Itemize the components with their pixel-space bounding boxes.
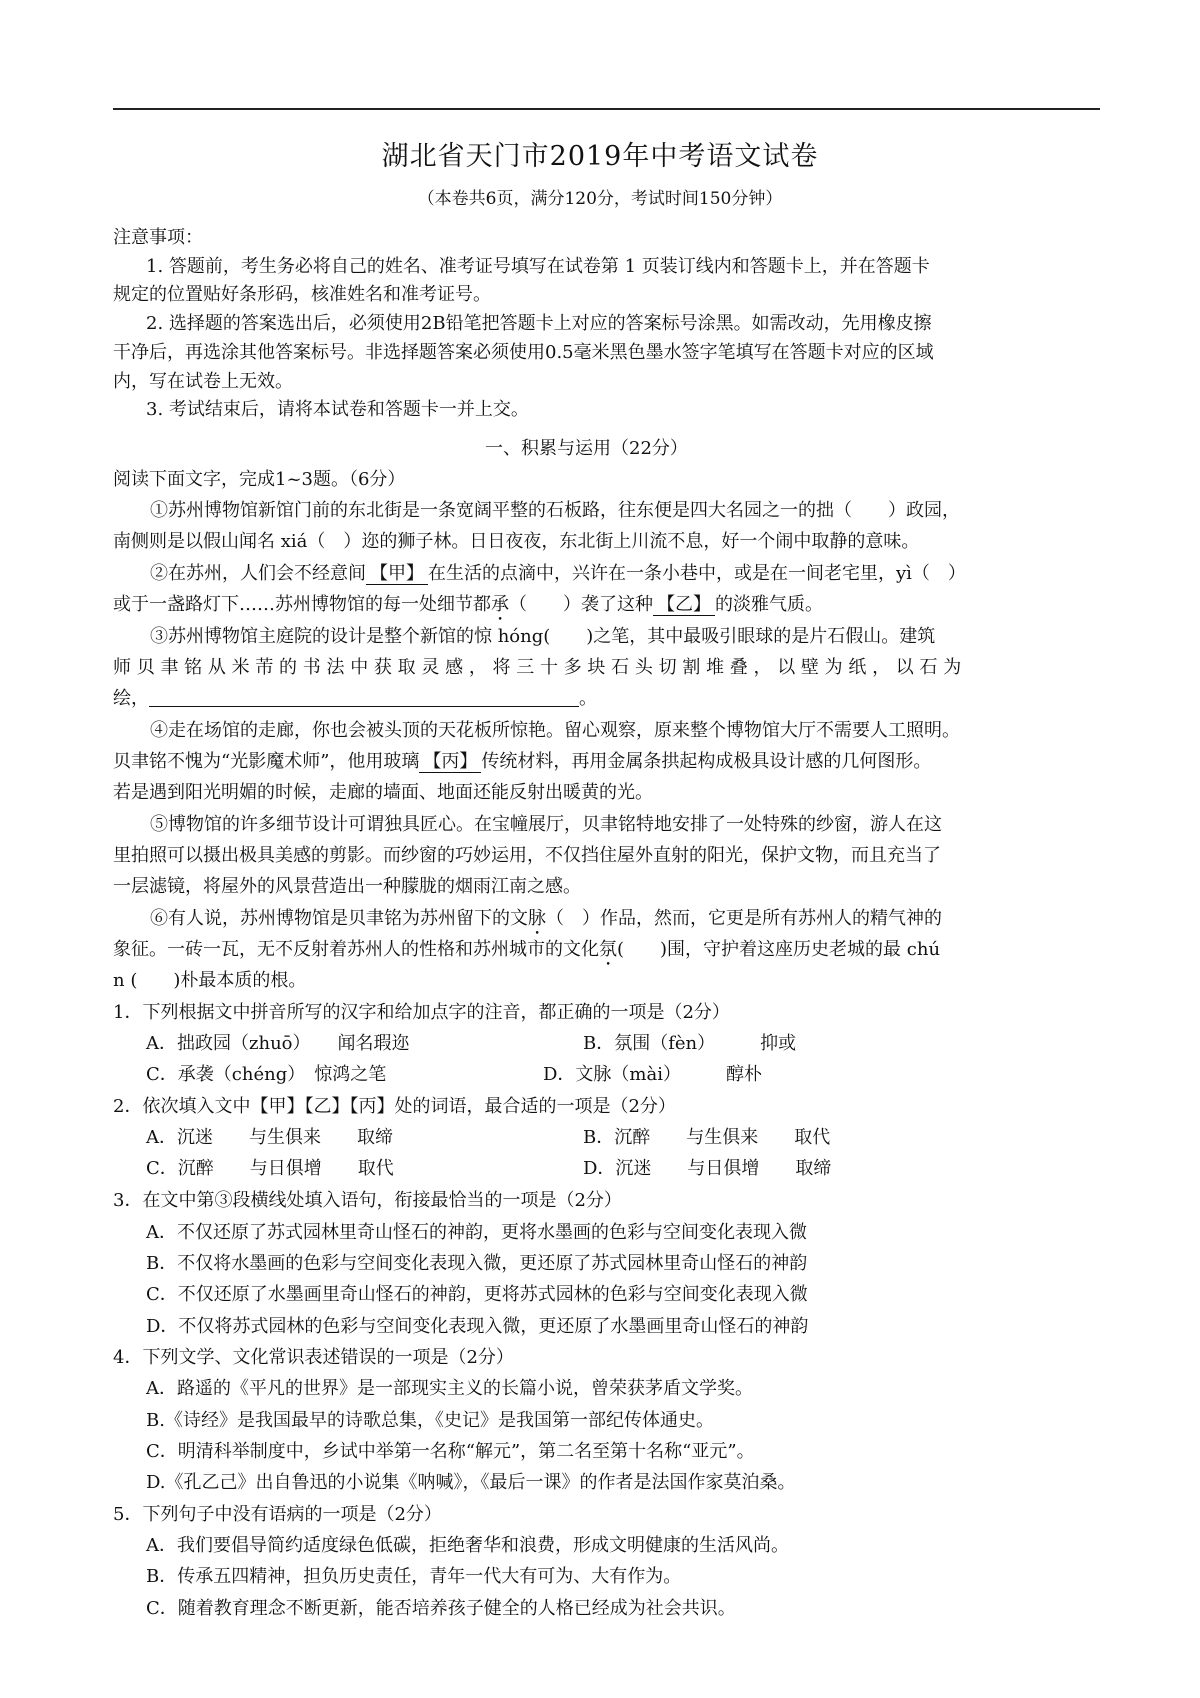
passage-p4-cont2: 若是遇到阳光明媚的时候，走廊的墙面、地面还能反射出暖黄的光。	[113, 782, 653, 803]
p6a-text-1: ⑥有人说，苏州博物馆是贝聿铭为苏州留下的文	[150, 908, 528, 929]
q5-option-a: A．我们要倡导简约适度绿色低碳，拒绝奢华和浪费，形成文明健康的生活风尚。	[146, 1535, 789, 1556]
note-1: 1. 答题前，考生务必将自己的姓名、准考证号填写在试卷第 1 页装订线内和答题卡上，并在答题卡	[146, 256, 930, 277]
passage-p3-cont: 师 贝 聿 铭 从 米 芾 的 书 法 中 获 取 灵 感 ， 将 三 十 多 块 石 头 切 割 堆 叠 ， 以 壁 为 纸 ， 以 石 为	[113, 657, 962, 678]
p2b-text-2: （ ）袭了这种	[509, 594, 653, 615]
q4-option-c: C．明清科举制度中，乡试中举第一名称“解元”，第二名至第十名称“亚元”。	[146, 1441, 755, 1462]
q1-option-a: A．拙政园（zhuō） 闻名瑕迩	[146, 1033, 410, 1054]
passage-p6-cont	[113, 938, 940, 970]
passage-p5: ⑤博物馆的许多细节设计可谓独具匠心。在宝幢展厅，贝聿铭特地安排了一处特殊的纱窗，游人在这	[150, 814, 942, 835]
exam-subtitle: （本卷共6页，满分120分，考试时间150分钟）	[417, 189, 783, 209]
q2-option-b: B．沉醉 与生俱来 取代	[583, 1127, 831, 1148]
passage-p5-cont2: 一层滤镜，将屋外的风景营造出一种朦胧的烟雨江南之感。	[113, 876, 581, 897]
header-rule	[113, 108, 1100, 110]
notes-heading: 注意事项：	[113, 227, 203, 248]
note-1-cont: 规定的位置贴好条形码，核准姓名和准考证号。	[113, 284, 491, 305]
p2b-text-3: 的淡雅气质。	[715, 594, 823, 615]
question-2: 2．依次填入文中【甲】【乙】【丙】处的词语，最合适的一项是（2分）	[113, 1096, 676, 1117]
exam-title: 湖北省天门市2019年中考语文试卷	[381, 141, 819, 172]
q3-option-a: A．不仅还原了苏式园林里奇山怪石的神韵，更将水墨画的色彩与空间变化表现入微	[146, 1222, 807, 1243]
p4b-text-1: 贝聿铭不愧为“光影魔术师”，他用玻璃	[113, 751, 420, 772]
p4b-text-2: 传统材料，再用金属条拱起构成极具设计感的几何图形。	[481, 751, 932, 772]
question-3: 3．在文中第③段横线处填入语句，衔接最恰当的一项是（2分）	[113, 1190, 622, 1211]
dotted-char-mai: 脉	[528, 908, 546, 929]
q1-option-c: C．承袭（chéng） 惊鸿之笔	[146, 1064, 387, 1085]
q1-option-b: B．氛围（fèn） 抑或	[583, 1033, 797, 1054]
p2-text-2: 在生活的点滴中，兴许在一条小巷中，或是在一间老宅里，yì（ ）	[428, 563, 966, 584]
passage-p6	[150, 907, 942, 939]
note-2-cont: 干净后，再选涂其他答案标号。非选择题答案必须使用0.5毫米黑色墨水签字笔填写在答题卡对应的区域	[113, 342, 934, 363]
q4-option-b: B.《诗经》是我国最早的诗歌总集，《史记》是我国第一部纪传体通史。	[146, 1410, 714, 1431]
note-2: 2. 选择题的答案选出后，必须使用2B铅笔把答题卡上对应的答案标号涂黑。如需改动，先用橡皮擦	[146, 313, 932, 334]
section-heading: 一、积累与运用（22分）	[485, 438, 688, 459]
note-2-cont2: 内，写在试卷上无效。	[113, 371, 293, 392]
p6b-text-2: ( )围，守护着这座历史老城的最 chú	[617, 939, 941, 960]
passage-p3-cont2	[113, 687, 597, 711]
passage-p3: ③苏州博物馆主庭院的设计是整个新馆的惊 hóng( )之笔，其中最吸引眼球的是片石假山。建筑	[150, 626, 936, 647]
blank-yi: 【乙】	[653, 594, 715, 616]
q3-option-c: C．不仅还原了水墨画里奇山怪石的神韵，更将苏式园林的色彩与空间变化表现入微	[146, 1284, 808, 1305]
blank-jia: 【甲】	[366, 563, 428, 585]
p2b-text-1: 或于一盏路灯下……苏州博物馆的每一处细节都	[113, 594, 491, 615]
p3c-text-1: 绘，	[113, 688, 149, 709]
q1-option-d: D．文脉（mài） 醇朴	[543, 1064, 762, 1085]
dotted-char-cheng: 承	[491, 594, 509, 615]
passage-p2	[150, 562, 966, 586]
passage-p5-cont: 里拍照可以摄出极具美感的剪影。而纱窗的巧妙运用，不仅挡住屋外直射的阳光，保护文物，而且充当了	[113, 845, 941, 866]
dotted-char-fen: 氛	[599, 939, 617, 960]
q5-option-b: B．传承五四精神，担负历史责任，青年一代大有可为、大有作为。	[146, 1566, 682, 1587]
p6b-text-1: 象征。一砖一瓦，无不反射着苏州人的性格和苏州城市的文化	[113, 939, 599, 960]
q2-option-d: D．沉迷 与日俱增 取缔	[583, 1158, 832, 1179]
q5-option-c: C．随着教育理念不断更新，能否培养孩子健全的人格已经成为社会共识。	[146, 1598, 736, 1619]
p2-text-1: ②在苏州，人们会不经意间	[150, 563, 366, 584]
q3-option-d: D．不仅将苏式园林的色彩与空间变化表现入微，更还原了水墨画里奇山怪石的神韵	[146, 1316, 809, 1337]
note-3: 3. 考试结束后，请将本试卷和答题卡一并上交。	[146, 399, 529, 420]
p6a-text-2: （ ）作品，然而，它更是所有苏州人的精气神的	[546, 908, 942, 929]
passage-p6-cont2: n ( )朴最本质的根。	[113, 970, 307, 991]
reading-intro: 阅读下面文字，完成1~3题。（6分）	[113, 469, 406, 490]
q4-option-a: A．路遥的《平凡的世界》是一部现实主义的长篇小说，曾荣获茅盾文学奖。	[146, 1378, 753, 1399]
fill-in-blank-line	[149, 688, 579, 707]
passage-p4-cont	[113, 750, 931, 774]
p3c-text-2: 。	[579, 688, 597, 709]
question-5: 5．下列句子中没有语病的一项是（2分）	[113, 1504, 442, 1525]
passage-p1: ①苏州博物馆新馆门前的东北街是一条宽阔平整的石板路，往东便是四大名园之一的拙（ ）政园，	[150, 500, 960, 521]
q2-option-c: C．沉醉 与日俱增 取代	[146, 1158, 394, 1179]
passage-p2-cont	[113, 593, 823, 625]
passage-p1-cont: 南侧则是以假山闻名 xiá（ ）迩的狮子林。日日夜夜，东北街上川流不息，好一个闹中取静的意味。	[113, 531, 920, 552]
question-1: 1．下列根据文中拼音所写的汉字和给加点字的注音，都正确的一项是（2分）	[113, 1002, 730, 1023]
blank-bing: 【丙】	[419, 751, 481, 773]
q4-option-d: D.《孔乙己》出自鲁迅的小说集《呐喊》，《最后一课》的作者是法国作家莫泊桑。	[146, 1472, 796, 1493]
question-4: 4．下列文学、文化常识表述错误的一项是（2分）	[113, 1347, 514, 1368]
passage-p4: ④走在场馆的走廊，你也会被头顶的天花板所惊艳。留心观察，原来整个博物馆大厅不需要人工照明。	[150, 720, 960, 741]
q2-option-a: A．沉迷 与生俱来 取缔	[146, 1127, 393, 1148]
q3-option-b: B．不仅将水墨画的色彩与空间变化表现入微，更还原了苏式园林里奇山怪石的神韵	[146, 1253, 808, 1274]
